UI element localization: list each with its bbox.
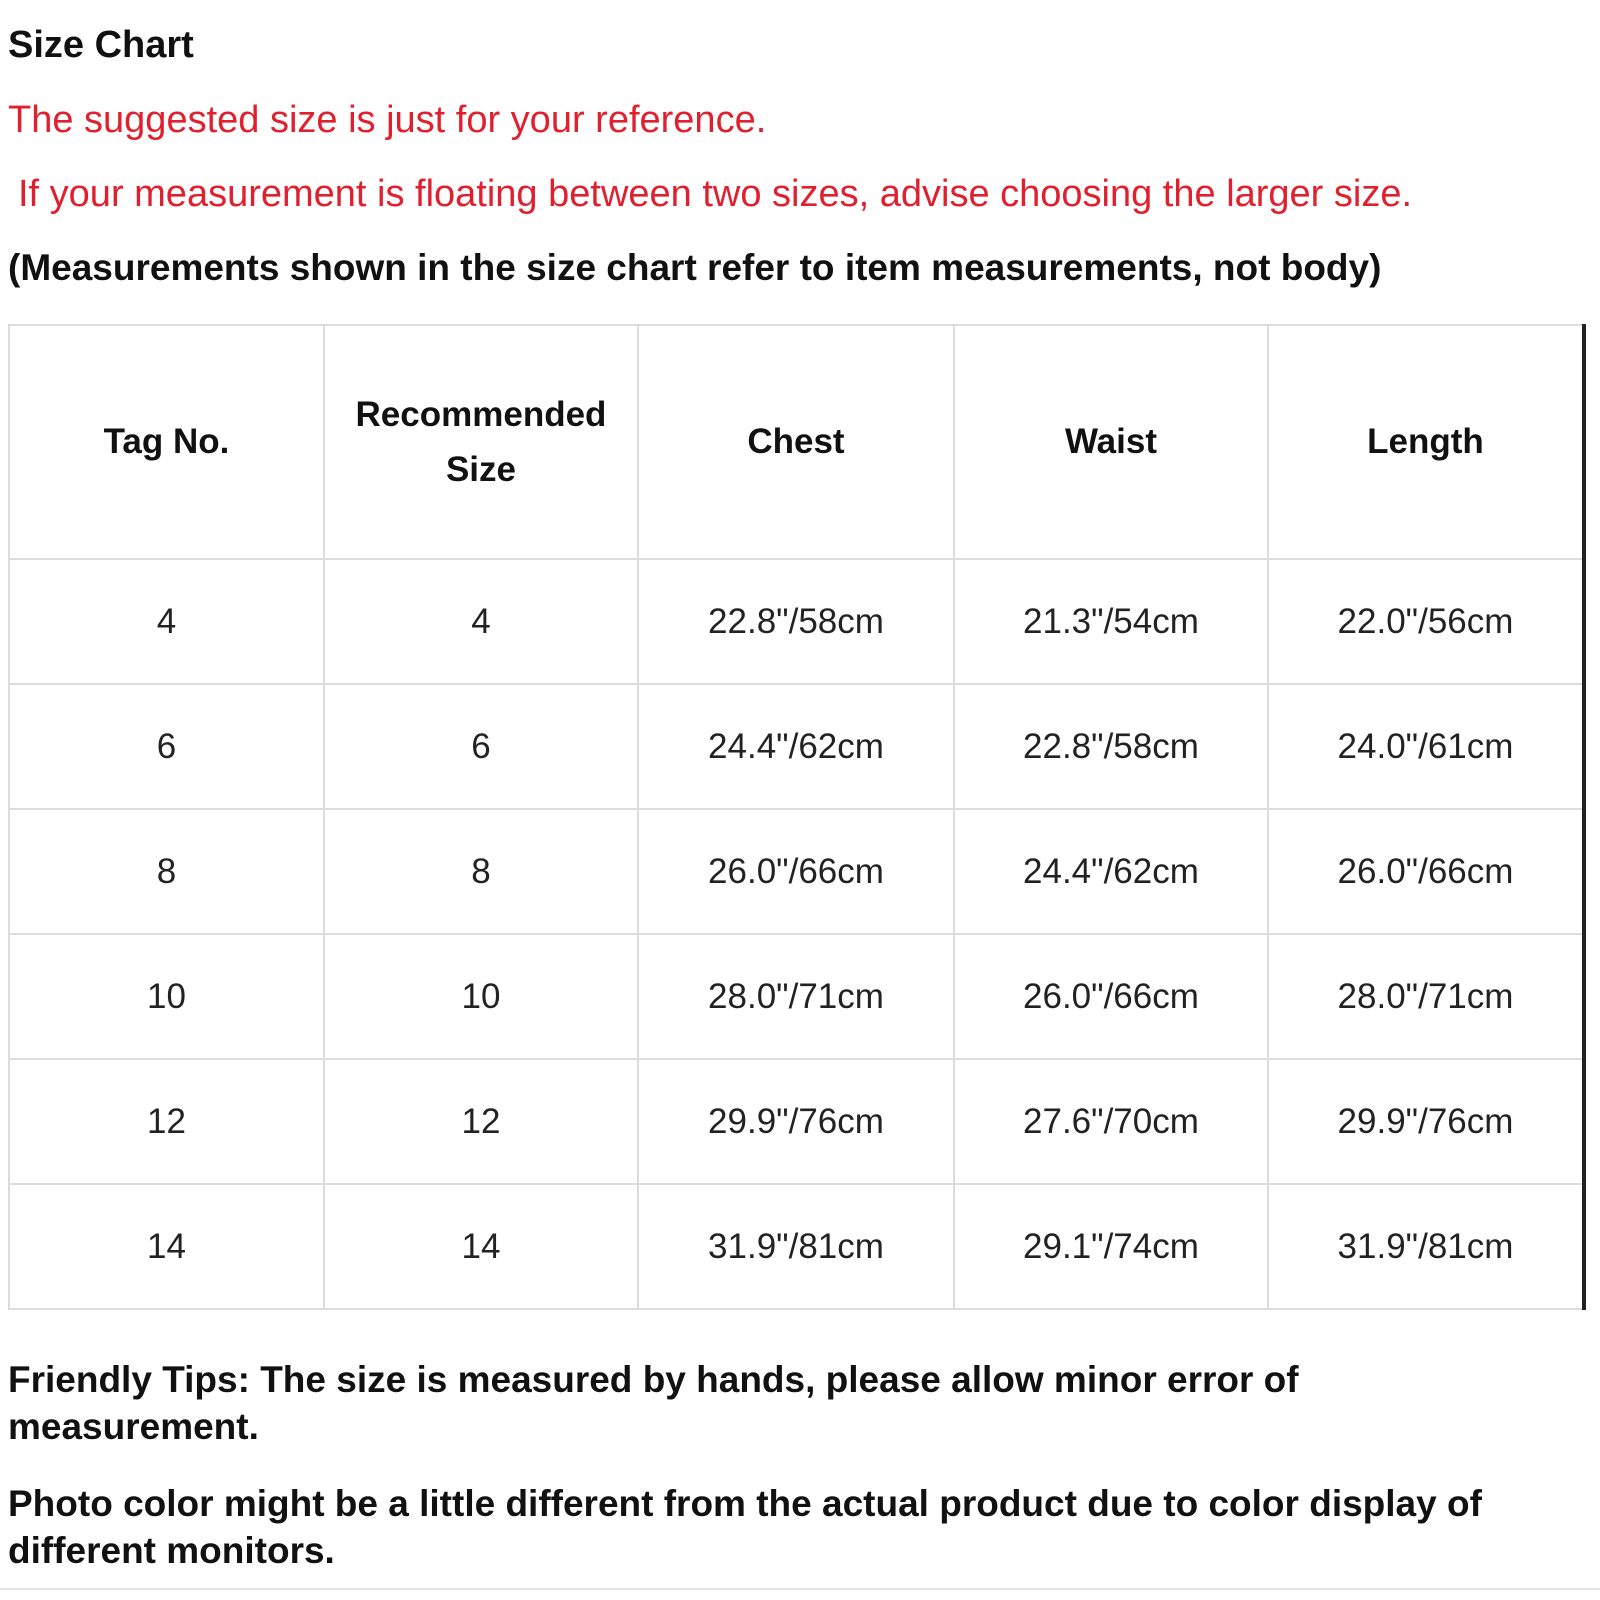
cell-recommended-size: 6 bbox=[324, 684, 638, 809]
header-waist: Waist bbox=[954, 325, 1268, 559]
table-header-row bbox=[9, 325, 1584, 559]
cell-chest: 22.8"/58cm bbox=[638, 559, 954, 684]
header-recommended-line1: Recommended bbox=[355, 395, 607, 434]
reference-note: The suggested size is just for your reference. bbox=[8, 99, 767, 141]
header-tag-no: Tag No. bbox=[9, 325, 324, 559]
cell-waist: 22.8"/58cm bbox=[954, 684, 1268, 809]
cell-length: 29.9"/76cm bbox=[1268, 1059, 1584, 1184]
cell-length: 22.0"/56cm bbox=[1268, 559, 1584, 684]
cell-waist: 24.4"/62cm bbox=[954, 809, 1268, 934]
cell-chest: 26.0"/66cm bbox=[638, 809, 954, 934]
page-title: Size Chart bbox=[8, 24, 194, 66]
cell-length: 24.0"/61cm bbox=[1268, 684, 1584, 809]
table-row bbox=[9, 809, 1584, 934]
cell-tag-no: 6 bbox=[9, 684, 324, 809]
cell-chest: 29.9"/76cm bbox=[638, 1059, 954, 1184]
cell-recommended-size: 14 bbox=[324, 1184, 638, 1309]
cell-tag-no: 10 bbox=[9, 934, 324, 1059]
table-row bbox=[9, 684, 1584, 809]
between-sizes-note: If your measurement is floating between two sizes, advise choosing the larger size. bbox=[18, 173, 1413, 215]
cell-chest: 31.9"/81cm bbox=[638, 1184, 954, 1309]
bottom-divider bbox=[0, 1588, 1600, 1590]
cell-waist: 21.3"/54cm bbox=[954, 559, 1268, 684]
photo-color-tip: Photo color might be a little different from the actual product due to color display of different monitors. bbox=[8, 1483, 1482, 1571]
header-chest: Chest bbox=[638, 325, 954, 559]
table-row bbox=[9, 934, 1584, 1059]
cell-tag-no: 14 bbox=[9, 1184, 324, 1309]
cell-tag-no: 8 bbox=[9, 809, 324, 934]
size-table bbox=[8, 324, 1586, 1310]
cell-tag-no: 4 bbox=[9, 559, 324, 684]
cell-length: 28.0"/71cm bbox=[1268, 934, 1584, 1059]
cell-length: 26.0"/66cm bbox=[1268, 809, 1584, 934]
cell-recommended-size: 4 bbox=[324, 559, 638, 684]
cell-chest: 24.4"/62cm bbox=[638, 684, 954, 809]
table-row bbox=[9, 1059, 1584, 1184]
friendly-tips: Friendly Tips: The size is measured by hands, please allow minor error of measurement. bbox=[8, 1359, 1299, 1447]
header-recommended-line2: Size bbox=[445, 450, 516, 489]
cell-recommended-size: 8 bbox=[324, 809, 638, 934]
cell-tag-no: 12 bbox=[9, 1059, 324, 1184]
table-row bbox=[9, 1184, 1584, 1309]
cell-waist: 26.0"/66cm bbox=[954, 934, 1268, 1059]
measurements-note: (Measurements shown in the size chart refer to item measurements, not body) bbox=[8, 247, 1382, 288]
cell-waist: 29.1"/74cm bbox=[954, 1184, 1268, 1309]
cell-length: 31.9"/81cm bbox=[1268, 1184, 1584, 1309]
header-length: Length bbox=[1268, 325, 1584, 559]
cell-recommended-size: 12 bbox=[324, 1059, 638, 1184]
table-row bbox=[9, 559, 1584, 684]
header-recommended-size bbox=[324, 325, 638, 559]
cell-recommended-size: 10 bbox=[324, 934, 638, 1059]
cell-chest: 28.0"/71cm bbox=[638, 934, 954, 1059]
cell-waist: 27.6"/70cm bbox=[954, 1059, 1268, 1184]
